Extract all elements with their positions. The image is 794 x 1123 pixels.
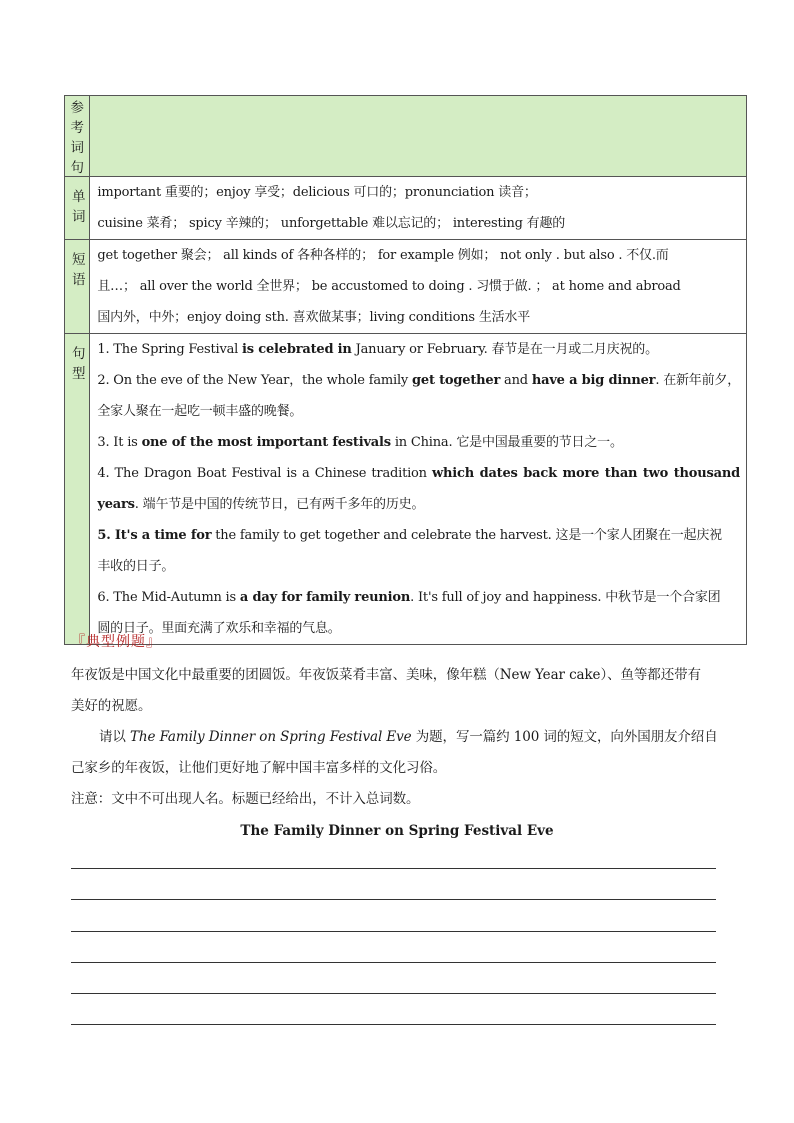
sentence-row [65,334,747,645]
sentence-1: 1. The Spring Festival is celebrated in January or February. 春节是在一月或二月庆祝的。 [97,342,658,357]
sentence-4: 4. The Dragon Boat Festival is a Chinese tradition which dates back more than two thousand [97,466,740,481]
prompt-paragraph-1 [71,660,721,722]
writing-line[interactable] [71,962,716,963]
table-header-row [65,96,747,177]
vocab-content [90,177,747,240]
vocab-row [65,177,747,240]
reference-header-label: 参考词句 [65,96,90,177]
sentence-label: 句型 [65,334,90,645]
sentence-6: 6. The Mid-Autumn is a day for family reunion. It's full of joy and happiness. 中秋节是一个合家团 [97,590,721,605]
reference-header-blank [90,96,747,177]
essay-title: The Family Dinner on Spring Festival Eve [240,823,554,839]
sentence-4-cont: years. 端午节是中国的传统节日，已有两千多年的历史。 [97,497,425,512]
reference-table [64,95,747,645]
vocab-line: cuisine 菜肴； spicy 辛辣的； unforgettable 难以忘记的； interesting 有趣的 [97,216,566,231]
phrase-label: 短语 [65,240,90,334]
sentence-2: 2. On the eve of the New Year，the whole family get together and have a big dinner. 在新年前夕， [97,373,740,388]
prompt-line: 美好的祝愿。 [71,698,152,714]
phrase-line: get together 聚会； all kinds of 各种各样的； for example 例如； not only . but also . 不仅.而 [97,248,669,263]
writing-line[interactable] [71,868,716,869]
writing-line[interactable] [71,899,716,900]
sentence-5-cont: 丰收的日子。 [97,559,175,574]
phrase-line: 国内外，中外；enjoy doing sth. 喜欢做某事；living conditions 生活水平 [97,310,531,325]
vocab-label: 单词 [65,177,90,240]
sentence-5: 5. It's a time for the family to get together and celebrate the harvest. 这是一个家人团聚在一起庆祝 [97,528,722,543]
sentence-3: 3. It is one of the most important festivals in China. 它是中国最重要的节日之一。 [97,435,623,450]
writing-line[interactable] [71,931,716,932]
phrase-row [65,240,747,334]
writing-line[interactable] [71,1024,716,1025]
sentence-content [90,334,747,645]
section-title: 『典型例题』 [71,634,161,650]
prompt-note: 注意：文中不可出现人名。标题已经给出，不计入总词数。 [71,791,420,807]
prompt-paragraph-2: 请以 The Family Dinner on Spring Festival Eve 为题，写一篇约 100 词的短文，向外国朋友介绍自己家乡的年夜饭，让他们更好地了解中国丰富多样的文化习俗。 [71,729,718,776]
phrase-line: 且…； all over the world 全世界； be accustomed to doing . 习惯于做. ； at home and abroad [97,279,681,294]
sentence-2-cont: 全家人聚在一起吃一顿丰盛的晚餐。 [97,404,303,419]
vocab-line: important 重要的；enjoy 享受；delicious 可口的；pronunciation 读音； [97,185,537,200]
writing-line[interactable] [71,993,716,994]
phrase-content [90,240,747,334]
prompt-line: 年夜饭是中国文化中最重要的团圆饭。年夜饭菜肴丰富、美味，像年糕（New Year cake）、鱼等都还带有 [71,667,701,683]
sentence-6-cont: 圆的日子。里面充满了欢乐和幸福的气息。 [97,621,341,636]
